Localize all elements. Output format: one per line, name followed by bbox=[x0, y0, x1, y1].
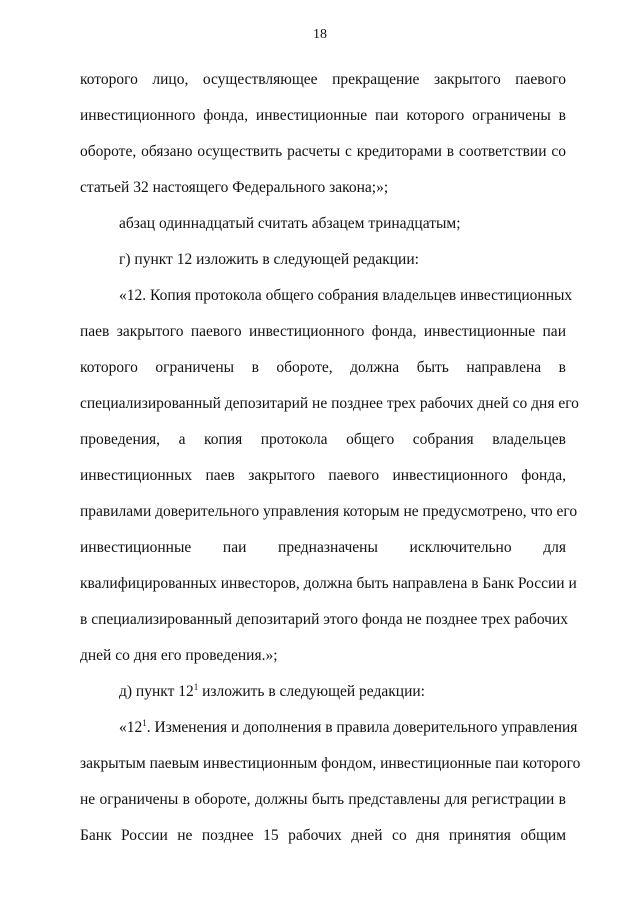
text-line: паев закрытого паевого инвестиционного фонда, инвестиционные паи bbox=[80, 323, 566, 340]
text-line bbox=[80, 674, 566, 710]
text-line: инвестиционного фонда, инвестиционные паи которого ограничены в bbox=[80, 107, 566, 124]
text-line: инвестиционные паи предназначены исключительно для bbox=[80, 539, 566, 556]
superscript: 1 bbox=[193, 682, 199, 692]
text-line: в специализированный депозитарий этого фонда не позднее трех рабочих bbox=[80, 611, 569, 628]
document-body bbox=[80, 62, 581, 854]
text-line: дней со дня его проведения.»; bbox=[80, 647, 278, 664]
text-segment: «12 bbox=[119, 719, 143, 736]
text-line: которого ограничены в обороте, должна быть направлена в bbox=[80, 359, 566, 376]
text-line: квалифицированных инвесторов, должна быть направлена в Банк России и bbox=[80, 575, 577, 592]
superscript: 1 bbox=[142, 718, 147, 728]
text-segment: д) пункт 12 bbox=[119, 683, 194, 700]
text-line: абзац одиннадцатый считать абзацем тринадцатым; bbox=[119, 215, 461, 232]
text-segment: . Изменения и дополнения в правила доверительного управления bbox=[146, 719, 578, 736]
text-segment: изложить в следующей редакции: bbox=[198, 683, 425, 700]
text-line: «12. Копия протокола общего собрания владельцев инвестиционных bbox=[119, 287, 573, 304]
text-line: обороте, обязано осуществить расчеты с кредиторами в соответствии со bbox=[80, 143, 566, 160]
text-line: которого лицо, осуществляющее прекращение закрытого паевого bbox=[80, 71, 566, 88]
text-line: специализированный депозитарий не позднее трех рабочих дней со дня его bbox=[80, 395, 579, 412]
text-line: инвестиционных паев закрытого паевого инвестиционного фонда, bbox=[80, 467, 566, 484]
text-line: статьей 32 настоящего Федерального закона;»; bbox=[80, 179, 389, 196]
text-line: проведения, а копия протокола общего собрания владельцев bbox=[80, 431, 566, 448]
text-line: не ограничены в обороте, должны быть представлены для регистрации в bbox=[80, 791, 566, 808]
page-number: 18 bbox=[313, 27, 327, 42]
text-line: г) пункт 12 изложить в следующей редакции: bbox=[119, 251, 419, 268]
text-line: правилами доверительного управления которым не предусмотрено, что его bbox=[80, 503, 578, 520]
text-line: Банк России не позднее 15 рабочих дней со дня принятия общим bbox=[80, 827, 566, 844]
text-line bbox=[80, 710, 578, 746]
text-line: закрытым паевым инвестиционным фондом, инвестиционные паи которого bbox=[80, 755, 581, 772]
